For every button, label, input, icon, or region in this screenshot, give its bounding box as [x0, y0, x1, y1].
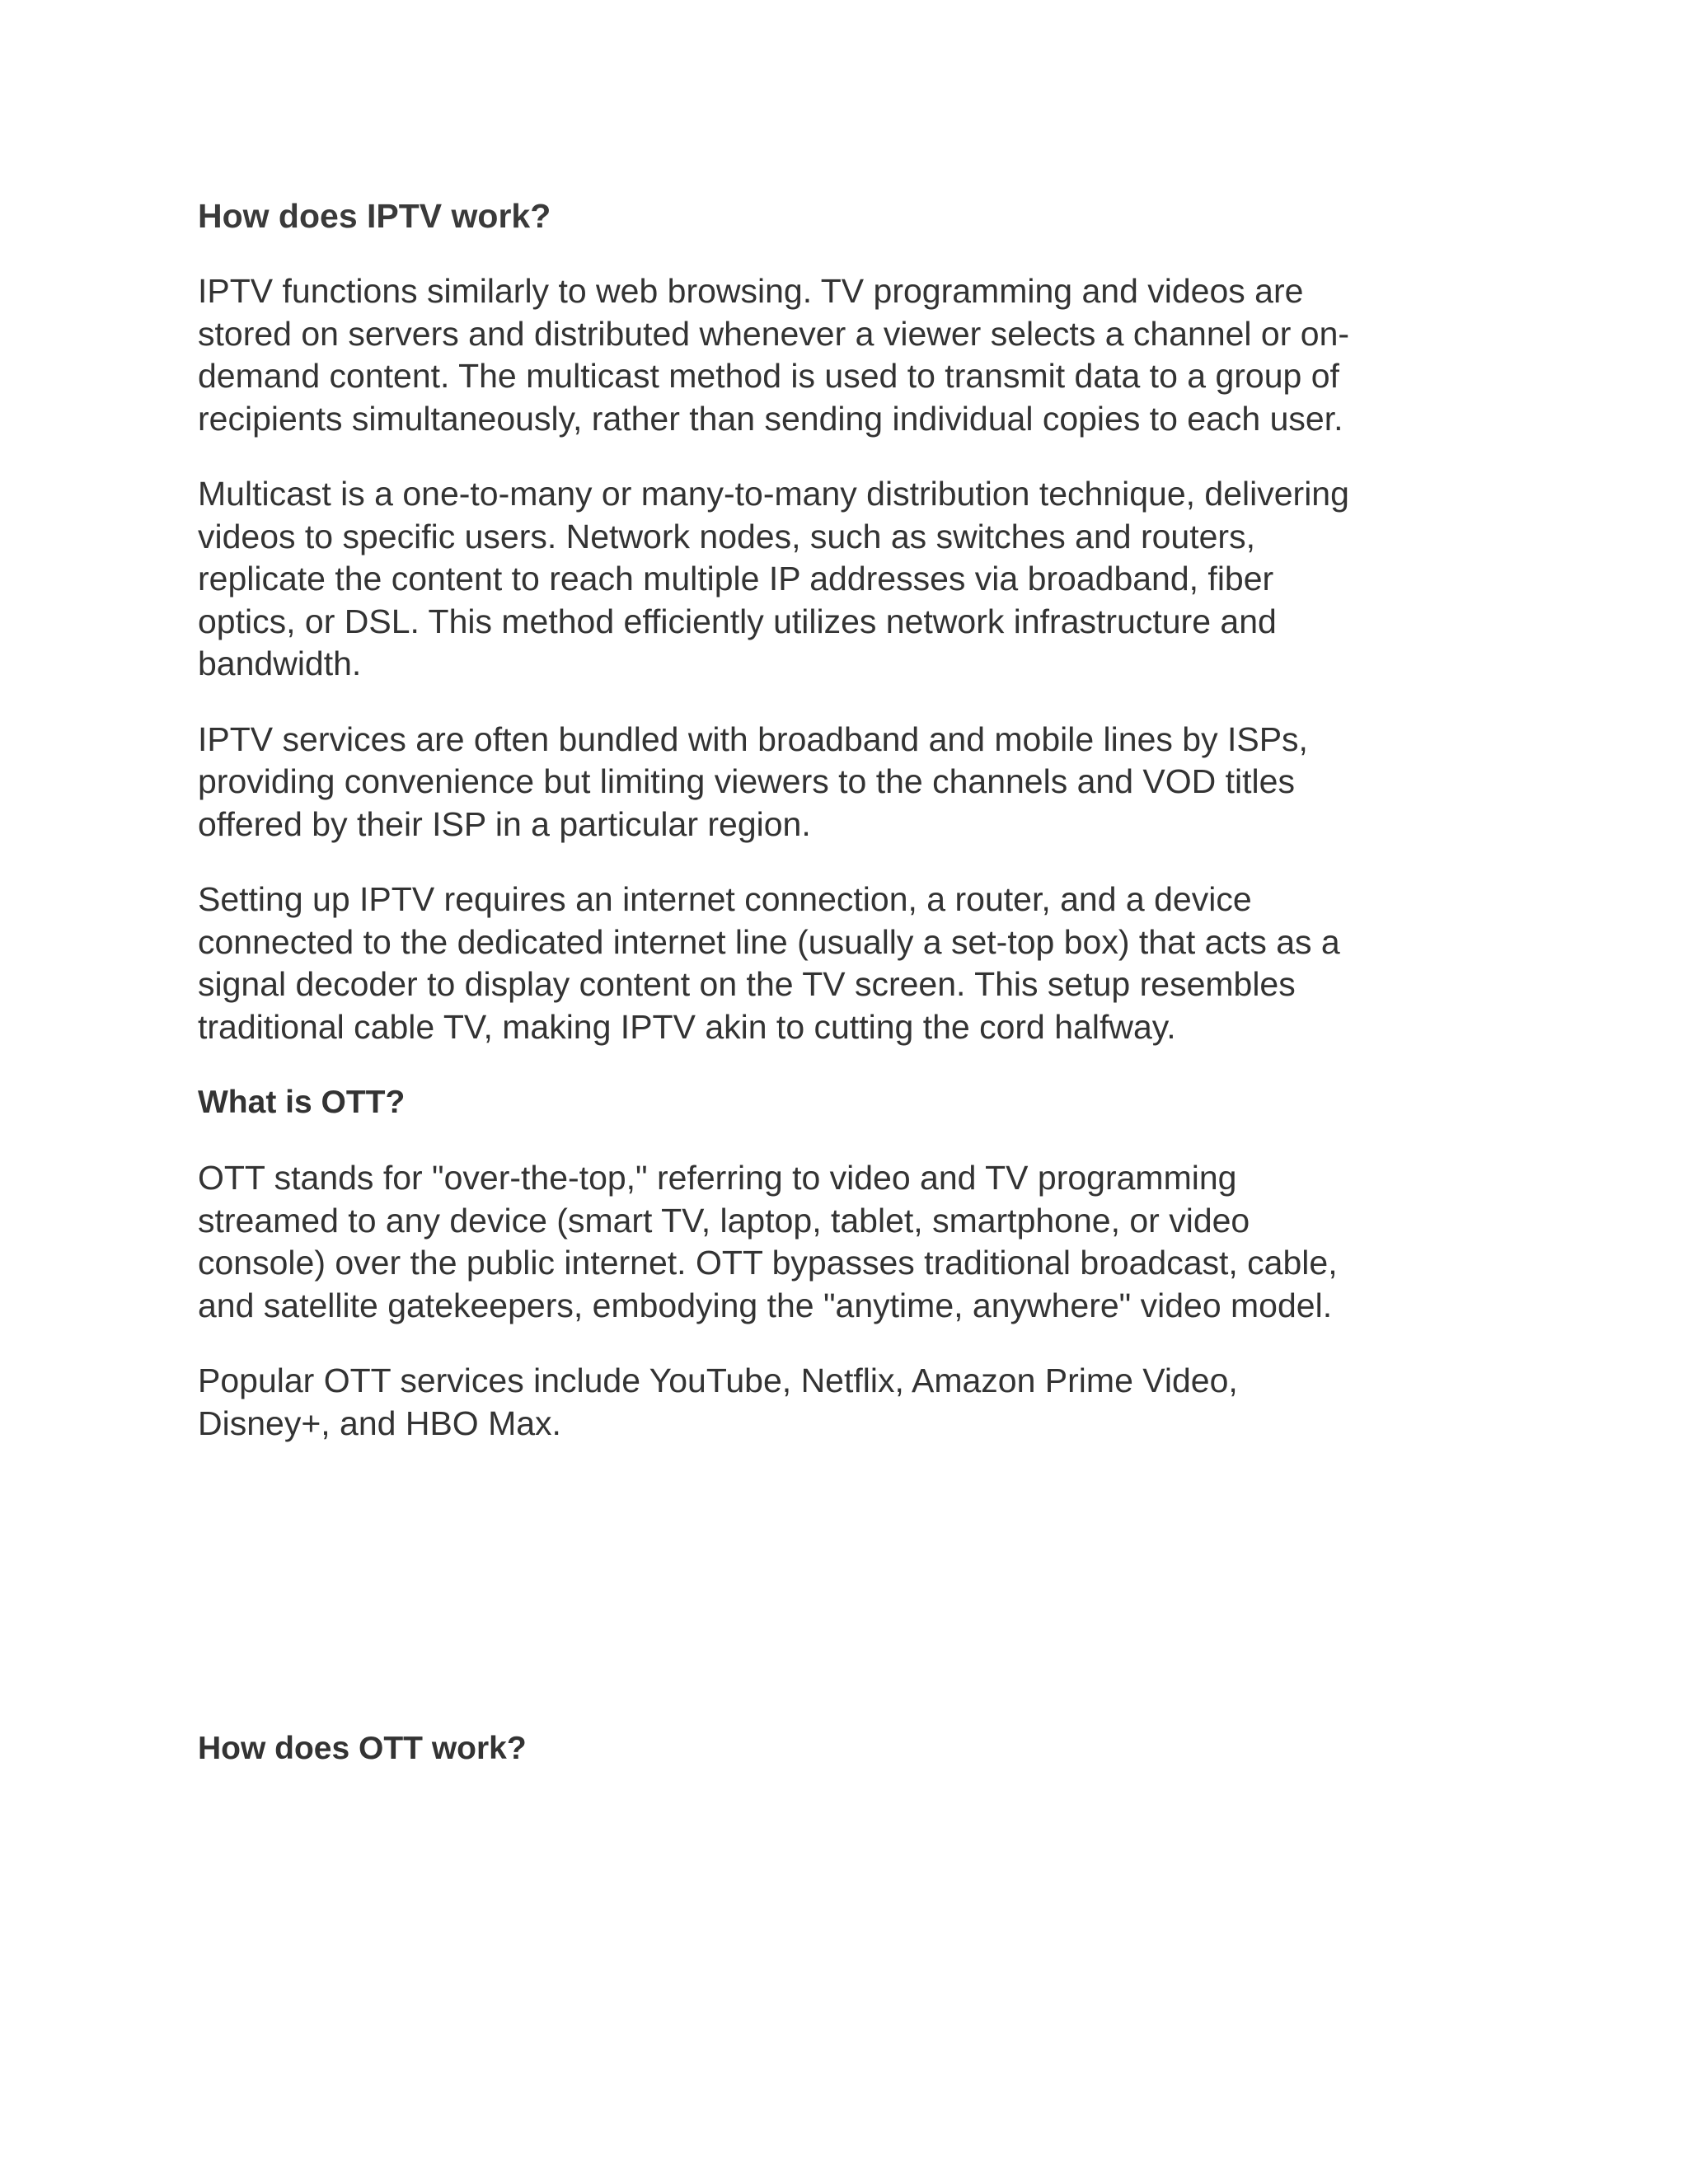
text-line: streamed to any device (smart TV, laptop, tablet, smartphone, or video [198, 1201, 1250, 1240]
text-line: recipients simultaneously, rather than sending individual copies to each user. [198, 399, 1343, 438]
text-line: videos to specific users. Network nodes, such as switches and routers, [198, 517, 1255, 555]
paragraph-ott-definition [198, 1157, 1484, 1327]
text-line: traditional cable TV, making IPTV akin to cutting the cord halfway. [198, 1007, 1176, 1046]
heading-what-is-ott: What is OTT? [198, 1085, 406, 1120]
text-line: IPTV functions similarly to web browsing. TV programming and videos are [198, 272, 1304, 310]
text-line: optics, or DSL. This method efficiently utilizes network infrastructure and [198, 602, 1277, 640]
paragraph-setting-up-iptv [198, 879, 1484, 1048]
text-line: OTT stands for "over-the-top," referring to video and TV programming [198, 1159, 1237, 1197]
text-line: Disney+, and HBO Max. [198, 1404, 561, 1442]
text-line: and satellite gatekeepers, embodying the "anytime, anywhere" video model. [198, 1286, 1333, 1324]
paragraph-multicast [198, 473, 1484, 686]
text-line: bandwidth. [198, 644, 362, 682]
text-line: Multicast is a one-to-many or many-to-many distribution technique, delivering [198, 475, 1349, 513]
text-line: replicate the content to reach multiple IP addresses via broadband, fiber [198, 560, 1274, 598]
paragraph-iptv-services-bundled [198, 719, 1484, 846]
document-content [198, 194, 1484, 1445]
text-line: demand content. The multicast method is used to transmit data to a group of [198, 357, 1339, 395]
paragraph-popular-ott-services [198, 1360, 1484, 1445]
text-line: Setting up IPTV requires an internet connection, a router, and a device [198, 880, 1252, 918]
text-line: stored on servers and distributed whenever a viewer selects a channel or on- [198, 314, 1350, 353]
heading-how-does-ott-work: How does OTT work? [198, 1731, 527, 1766]
paragraph-iptv-functions [198, 270, 1484, 440]
heading-how-does-iptv-work: How does IPTV work? [198, 197, 551, 235]
text-line: connected to the dedicated internet line (usually a set-top box) that acts as a [198, 922, 1340, 961]
text-line: Popular OTT services include YouTube, Netflix, Amazon Prime Video, [198, 1361, 1238, 1399]
text-line: IPTV services are often bundled with broadband and mobile lines by ISPs, [198, 719, 1308, 758]
text-line: console) over the public internet. OTT bypasses traditional broadcast, cable, [198, 1244, 1338, 1282]
text-line: signal decoder to display content on the TV screen. This setup resembles [198, 965, 1296, 1003]
text-line: providing convenience but limiting viewers to the channels and VOD titles [198, 762, 1295, 800]
text-line: offered by their ISP in a particular region. [198, 804, 811, 843]
